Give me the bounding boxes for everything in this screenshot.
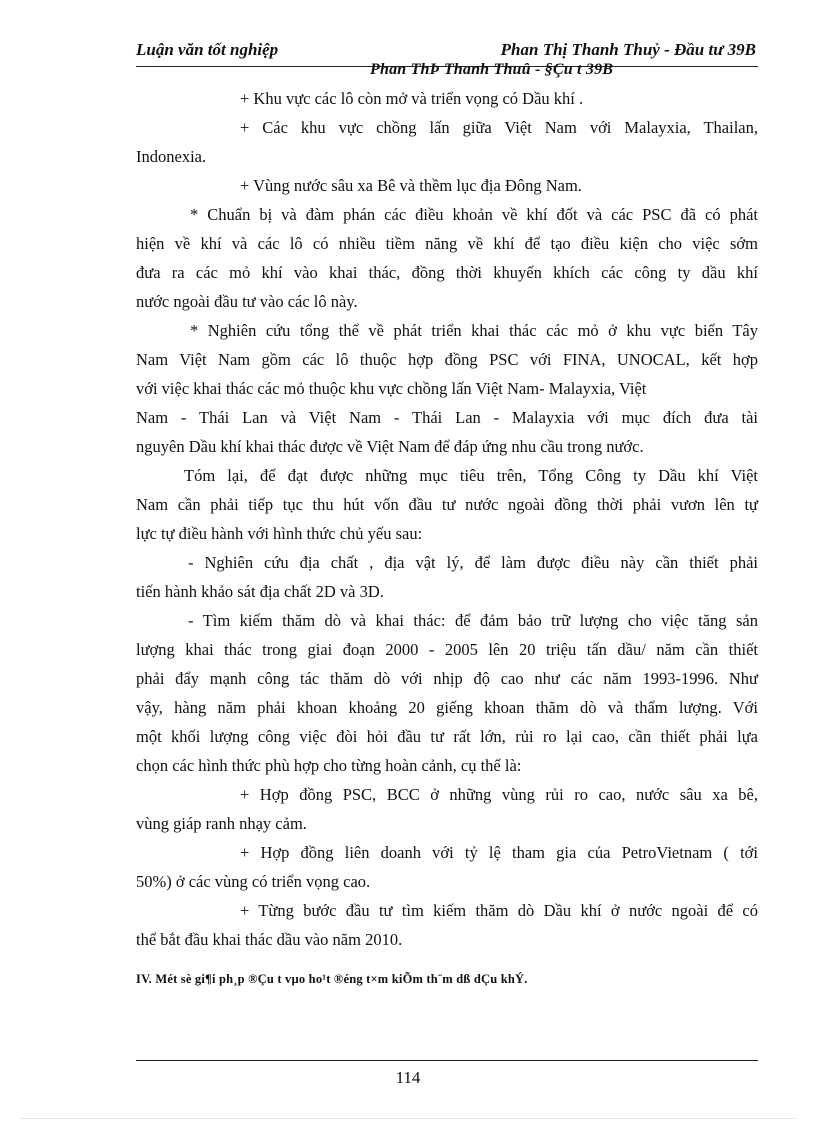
body-line: Nam Việt Nam gồm các lô thuộc hợp đồng PSC với FINA, UNOCAL, kết hợp (136, 350, 758, 369)
body-line: Nam cần phải tiếp tục thu hút vốn đầu tư nước ngoài đồng thời phải vươn lên tự (136, 495, 758, 514)
footer-divider (136, 1060, 758, 1061)
body-line: + Vùng nước sâu xa Bê và thềm lục địa Đông Nam. (240, 176, 582, 195)
section-heading: IV. Mét sè gi¶i ph¸p ®Çu t vµo ho¹t ®éng t×m kiÕm th¨m dß dÇu khÝ. (136, 972, 528, 986)
body-line: chọn các hình thức phù hợp cho từng hoàn cảnh, cụ thể là: (136, 756, 522, 775)
body-line: thể bắt đầu khai thác dầu vào năm 2010. (136, 930, 403, 949)
page-number: 114 (395, 1068, 421, 1087)
page-bottom-border (20, 1118, 796, 1119)
body-line: + Hợp đồng liên doanh với tỷ lệ tham gia của PetroVietnam ( tới (240, 843, 758, 862)
body-line: * Chuẩn bị và đàm phán các điều khoản về khí đốt và các PSC đã có phát (190, 205, 758, 224)
body-line: với việc khai thác các mỏ thuộc khu vực chồng lấn Việt Nam- Malayxia, Việt (136, 379, 647, 398)
body-line: nguyên Dầu khí khai thác được về Việt Nam để đáp ứng nhu cầu trong nước. (136, 437, 644, 456)
body-line: Nam - Thái Lan và Việt Nam - Thái Lan - Malayxia với mục đích đưa tài (136, 408, 758, 427)
body-line: lực tự điều hành với hình thức chủ yếu sau: (136, 524, 423, 543)
body-line: phải đẩy mạnh công tác thăm dò với nhịp độ cao như các năm 1993-1996. Như (136, 669, 758, 688)
body-line: - Nghiên cứu địa chất , địa vật lý, để làm được điều này cần thiết phải (188, 553, 758, 572)
header-author-garbled: Phan ThÞ Thanh Thuû - §Çu t 39B (370, 61, 614, 78)
body-line: + Từng bước đầu tư tìm kiếm thăm dò Dầu khí ở nước ngoài để có (240, 901, 758, 920)
body-line: vậy, hàng năm phải khoan khoảng 20 giếng khoan thăm dò và thẩm lượng. Với (136, 698, 758, 717)
body-line: 50%) ở các vùng có triển vọng cao. (136, 872, 371, 891)
body-line: tiến hành khảo sát địa chất 2D và 3D. (136, 582, 384, 601)
body-line: + Hợp đồng PSC, BCC ở những vùng rủi ro cao, nước sâu xa bê, (240, 785, 758, 804)
document-body (136, 84, 758, 954)
header-thesis-label: Luận văn tốt nghiệp (136, 40, 279, 59)
body-line: Tóm lại, để đạt được những mục tiêu trên, Tổng Công ty Dầu khí Việt (184, 466, 758, 485)
body-line: + Các khu vực chồng lấn giữa Việt Nam với Malayxia, Thailan, (240, 118, 758, 137)
body-line: đưa ra các mỏ khí vào khai thác, đồng thời khuyến khích các công ty dầu khí (136, 263, 758, 282)
body-line: nước ngoài đầu tư vào các lô này. (136, 292, 358, 311)
body-line: lượng khai thác trong giai đoạn 2000 - 2005 lên 20 triệu tấn dầu/ năm cần thiết (136, 640, 758, 659)
body-line: - Tìm kiếm thăm dò và khai thác: để đảm bảo trữ lượng cho việc tăng sản (188, 611, 758, 630)
body-line: + Khu vực các lô còn mở và triển vọng có Dầu khí . (240, 89, 584, 108)
body-line: vùng giáp ranh nhạy cảm. (136, 814, 307, 833)
body-line: * Nghiên cứu tổng thể về phát triển khai thác các mỏ ở khu vực biển Tây (190, 321, 758, 340)
header-author: Phan Thị Thanh Thuỷ - Đầu tư 39B (500, 40, 756, 59)
body-line: Indonexia. (136, 147, 207, 166)
body-line: một khối lượng công việc đòi hỏi đầu tư rất lớn, rủi ro lại cao, cần thiết phải lựa (136, 727, 758, 746)
body-line: hiện về khí và các lô có nhiều tiềm năng về khí để tạo điều kiện cho việc sớm (136, 234, 758, 253)
